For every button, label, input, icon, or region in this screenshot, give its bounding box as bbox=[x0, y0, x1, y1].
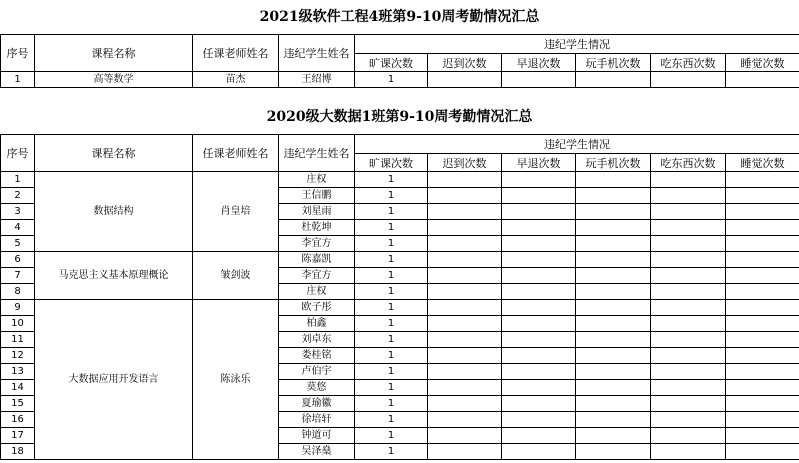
eating-cell bbox=[651, 204, 726, 220]
course-cell: 大数据应用开发语言 bbox=[35, 300, 193, 460]
late-cell bbox=[428, 316, 502, 332]
absent-cell: 1 bbox=[355, 364, 428, 380]
seq-cell: 1 bbox=[1, 72, 35, 88]
eating-cell bbox=[651, 364, 726, 380]
late-cell bbox=[428, 332, 502, 348]
eating-cell bbox=[651, 172, 726, 188]
header-phone: 玩手机次数 bbox=[576, 154, 651, 172]
header-student: 违纪学生姓名 bbox=[279, 35, 355, 72]
absent-cell: 1 bbox=[355, 252, 428, 268]
student-cell: 柏鑫 bbox=[279, 316, 355, 332]
sleeping-cell bbox=[726, 300, 799, 316]
student-cell: 李宜方 bbox=[279, 236, 355, 252]
seq-cell: 2 bbox=[1, 188, 35, 204]
early-leave-cell bbox=[502, 412, 576, 428]
sleeping-cell bbox=[726, 268, 799, 284]
early-leave-cell bbox=[502, 444, 576, 460]
eating-cell bbox=[651, 220, 726, 236]
absent-cell: 1 bbox=[355, 428, 428, 444]
seq-cell: 11 bbox=[1, 332, 35, 348]
eating-cell bbox=[651, 428, 726, 444]
sleeping-cell bbox=[726, 348, 799, 364]
early-leave-cell bbox=[502, 396, 576, 412]
header-early-leave: 早退次数 bbox=[502, 154, 576, 172]
eating-cell bbox=[651, 284, 726, 300]
sleeping-cell bbox=[726, 252, 799, 268]
seq-cell: 17 bbox=[1, 428, 35, 444]
early-leave-cell bbox=[502, 380, 576, 396]
absent-cell: 1 bbox=[355, 380, 428, 396]
teacher-cell: 皱剑波 bbox=[193, 252, 279, 300]
absent-cell: 1 bbox=[355, 220, 428, 236]
absent-cell: 1 bbox=[355, 316, 428, 332]
eating-cell bbox=[651, 236, 726, 252]
header-eating: 吃东西次数 bbox=[651, 54, 726, 72]
student-cell: 娄桂铭 bbox=[279, 348, 355, 364]
early-leave-cell bbox=[502, 316, 576, 332]
sleeping-cell bbox=[726, 72, 799, 88]
late-cell bbox=[428, 284, 502, 300]
phone-cell bbox=[576, 364, 651, 380]
student-cell: 刘卓东 bbox=[279, 332, 355, 348]
absent-cell: 1 bbox=[355, 268, 428, 284]
late-cell bbox=[428, 220, 502, 236]
early-leave-cell bbox=[502, 204, 576, 220]
header-sleeping: 睡觉次数 bbox=[726, 154, 799, 172]
table2-title: 2020级大数据1班第9-10周考勤情况汇总 bbox=[266, 109, 533, 125]
early-leave-cell bbox=[502, 364, 576, 380]
eating-cell bbox=[651, 412, 726, 428]
table-row bbox=[1, 252, 799, 268]
absent-cell: 1 bbox=[355, 396, 428, 412]
teacher-cell: 陈泳乐 bbox=[193, 300, 279, 460]
eating-cell bbox=[651, 268, 726, 284]
late-cell bbox=[428, 348, 502, 364]
phone-cell bbox=[576, 236, 651, 252]
early-leave-cell bbox=[502, 332, 576, 348]
student-cell: 吴泽燊 bbox=[279, 444, 355, 460]
early-leave-cell bbox=[502, 300, 576, 316]
seq-cell: 16 bbox=[1, 412, 35, 428]
teacher-cell: 苗杰 bbox=[193, 72, 279, 88]
absent-cell: 1 bbox=[355, 188, 428, 204]
header-teacher: 任课老师姓名 bbox=[193, 135, 279, 172]
header-teacher: 任课老师姓名 bbox=[193, 35, 279, 72]
student-cell: 欧子彤 bbox=[279, 300, 355, 316]
late-cell bbox=[428, 252, 502, 268]
seq-cell: 5 bbox=[1, 236, 35, 252]
student-cell: 庄权 bbox=[279, 172, 355, 188]
eating-cell bbox=[651, 380, 726, 396]
late-cell bbox=[428, 72, 502, 88]
header-course: 课程名称 bbox=[35, 35, 193, 72]
absent-cell: 1 bbox=[355, 236, 428, 252]
seq-cell: 6 bbox=[1, 252, 35, 268]
late-cell bbox=[428, 300, 502, 316]
phone-cell bbox=[576, 284, 651, 300]
early-leave-cell bbox=[502, 268, 576, 284]
absent-cell: 1 bbox=[355, 332, 428, 348]
sleeping-cell bbox=[726, 204, 799, 220]
eating-cell bbox=[651, 444, 726, 460]
late-cell bbox=[428, 204, 502, 220]
seq-cell: 9 bbox=[1, 300, 35, 316]
sleeping-cell bbox=[726, 284, 799, 300]
sleeping-cell bbox=[726, 236, 799, 252]
seq-cell: 7 bbox=[1, 268, 35, 284]
attendance-table-software-class bbox=[0, 34, 799, 88]
sleeping-cell bbox=[726, 188, 799, 204]
student-cell: 徐培轩 bbox=[279, 412, 355, 428]
phone-cell bbox=[576, 380, 651, 396]
late-cell bbox=[428, 364, 502, 380]
seq-cell: 13 bbox=[1, 364, 35, 380]
student-cell: 王绍博 bbox=[279, 72, 355, 88]
header-phone: 玩手机次数 bbox=[576, 54, 651, 72]
student-cell: 李宜方 bbox=[279, 268, 355, 284]
header-violation-group: 违纪学生情况 bbox=[355, 35, 799, 54]
sleeping-cell bbox=[726, 380, 799, 396]
absent-cell: 1 bbox=[355, 72, 428, 88]
student-cell: 莫悠 bbox=[279, 380, 355, 396]
header-sleeping: 睡觉次数 bbox=[726, 54, 799, 72]
eating-cell bbox=[651, 348, 726, 364]
header-course: 课程名称 bbox=[35, 135, 193, 172]
late-cell bbox=[428, 412, 502, 428]
early-leave-cell bbox=[502, 236, 576, 252]
table1-title: 2021级软件工程4班第9-10周考勤情况汇总 bbox=[259, 9, 540, 25]
table-row bbox=[1, 72, 799, 88]
eating-cell bbox=[651, 332, 726, 348]
header-seq: 序号 bbox=[1, 35, 35, 72]
phone-cell bbox=[576, 316, 651, 332]
seq-cell: 18 bbox=[1, 444, 35, 460]
student-cell: 钟道可 bbox=[279, 428, 355, 444]
student-cell: 刘星雨 bbox=[279, 204, 355, 220]
phone-cell bbox=[576, 172, 651, 188]
sleeping-cell bbox=[726, 444, 799, 460]
early-leave-cell bbox=[502, 188, 576, 204]
header-seq: 序号 bbox=[1, 135, 35, 172]
eating-cell bbox=[651, 252, 726, 268]
attendance-table-bigdata-class bbox=[0, 134, 799, 460]
student-cell: 夏瑜徽 bbox=[279, 396, 355, 412]
sleeping-cell bbox=[726, 220, 799, 236]
late-cell bbox=[428, 380, 502, 396]
sleeping-cell bbox=[726, 172, 799, 188]
header-student: 违纪学生姓名 bbox=[279, 135, 355, 172]
early-leave-cell bbox=[502, 428, 576, 444]
header-early-leave: 早退次数 bbox=[502, 54, 576, 72]
phone-cell bbox=[576, 444, 651, 460]
phone-cell bbox=[576, 252, 651, 268]
early-leave-cell bbox=[502, 172, 576, 188]
course-cell: 数据结构 bbox=[35, 172, 193, 252]
sleeping-cell bbox=[726, 332, 799, 348]
late-cell bbox=[428, 444, 502, 460]
absent-cell: 1 bbox=[355, 412, 428, 428]
student-cell: 王信鹏 bbox=[279, 188, 355, 204]
sleeping-cell bbox=[726, 412, 799, 428]
absent-cell: 1 bbox=[355, 444, 428, 460]
phone-cell bbox=[576, 220, 651, 236]
seq-cell: 4 bbox=[1, 220, 35, 236]
phone-cell bbox=[576, 268, 651, 284]
teacher-cell: 肖皇培 bbox=[193, 172, 279, 252]
phone-cell bbox=[576, 396, 651, 412]
phone-cell bbox=[576, 72, 651, 88]
late-cell bbox=[428, 428, 502, 444]
seq-cell: 14 bbox=[1, 380, 35, 396]
student-cell: 陈嘉凯 bbox=[279, 252, 355, 268]
absent-cell: 1 bbox=[355, 348, 428, 364]
early-leave-cell bbox=[502, 284, 576, 300]
phone-cell bbox=[576, 300, 651, 316]
late-cell bbox=[428, 172, 502, 188]
course-cell: 高等数学 bbox=[35, 72, 193, 88]
late-cell bbox=[428, 236, 502, 252]
student-cell: 杜乾坤 bbox=[279, 220, 355, 236]
phone-cell bbox=[576, 332, 651, 348]
late-cell bbox=[428, 268, 502, 284]
sleeping-cell bbox=[726, 364, 799, 380]
eating-cell bbox=[651, 188, 726, 204]
late-cell bbox=[428, 188, 502, 204]
header-absent: 旷课次数 bbox=[355, 154, 428, 172]
phone-cell bbox=[576, 204, 651, 220]
absent-cell: 1 bbox=[355, 204, 428, 220]
eating-cell bbox=[651, 316, 726, 332]
seq-cell: 1 bbox=[1, 172, 35, 188]
student-cell: 卢伯宇 bbox=[279, 364, 355, 380]
phone-cell bbox=[576, 348, 651, 364]
absent-cell: 1 bbox=[355, 300, 428, 316]
seq-cell: 3 bbox=[1, 204, 35, 220]
early-leave-cell bbox=[502, 252, 576, 268]
seq-cell: 8 bbox=[1, 284, 35, 300]
header-late: 迟到次数 bbox=[428, 154, 502, 172]
phone-cell bbox=[576, 188, 651, 204]
eating-cell bbox=[651, 72, 726, 88]
sleeping-cell bbox=[726, 396, 799, 412]
course-cell: 马克思主义基本原理概论 bbox=[35, 252, 193, 300]
seq-cell: 12 bbox=[1, 348, 35, 364]
absent-cell: 1 bbox=[355, 172, 428, 188]
phone-cell bbox=[576, 428, 651, 444]
sleeping-cell bbox=[726, 316, 799, 332]
seq-cell: 10 bbox=[1, 316, 35, 332]
header-late: 迟到次数 bbox=[428, 54, 502, 72]
header-violation-group: 违纪学生情况 bbox=[355, 135, 799, 154]
early-leave-cell bbox=[502, 348, 576, 364]
late-cell bbox=[428, 396, 502, 412]
early-leave-cell bbox=[502, 220, 576, 236]
early-leave-cell bbox=[502, 72, 576, 88]
student-cell: 庄权 bbox=[279, 284, 355, 300]
eating-cell bbox=[651, 396, 726, 412]
absent-cell: 1 bbox=[355, 284, 428, 300]
seq-cell: 15 bbox=[1, 396, 35, 412]
sleeping-cell bbox=[726, 428, 799, 444]
table-row bbox=[1, 300, 799, 316]
eating-cell bbox=[651, 300, 726, 316]
table-row bbox=[1, 172, 799, 188]
header-eating: 吃东西次数 bbox=[651, 154, 726, 172]
phone-cell bbox=[576, 412, 651, 428]
header-absent: 旷课次数 bbox=[355, 54, 428, 72]
